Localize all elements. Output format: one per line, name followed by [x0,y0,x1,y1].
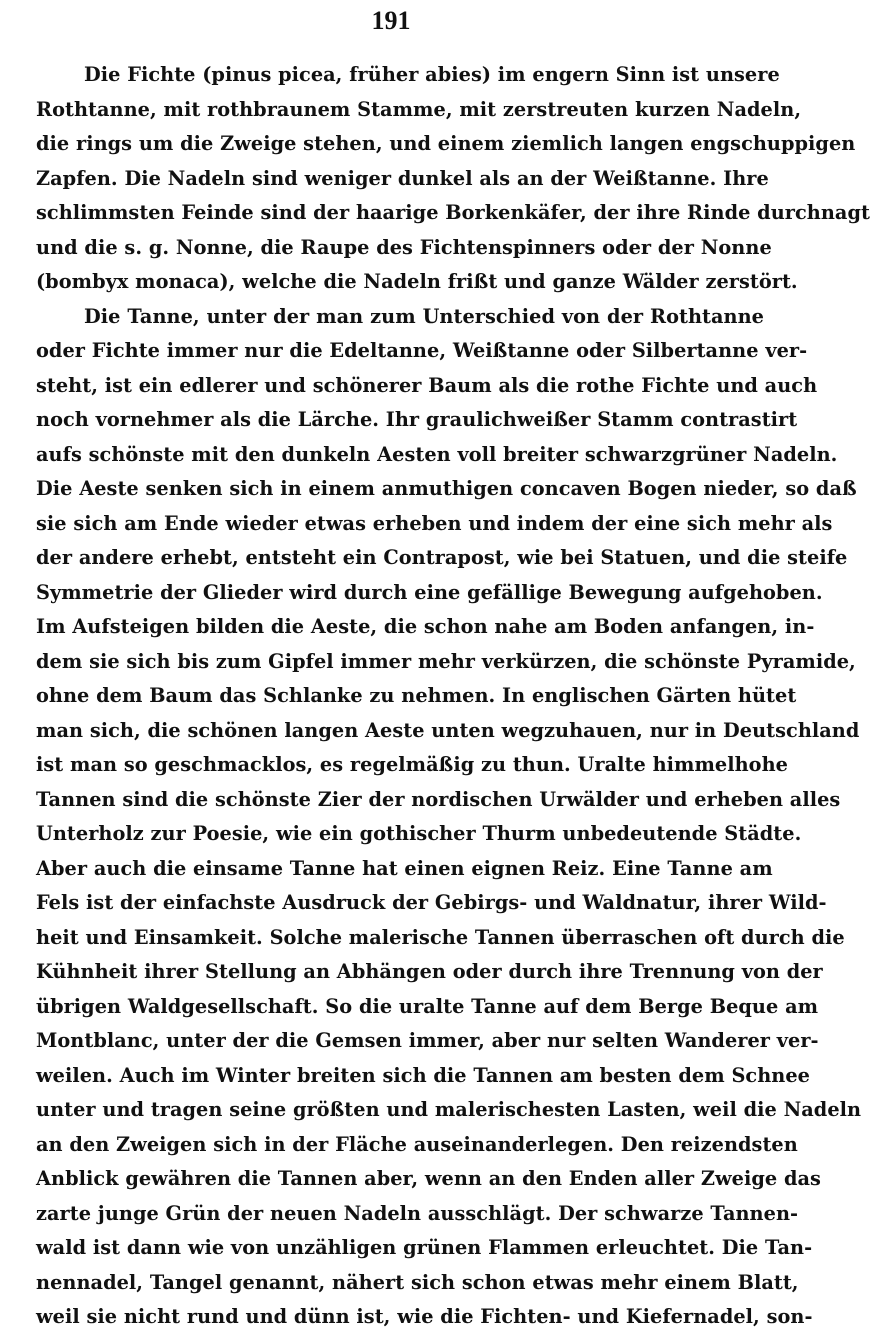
text-line: Kühnheit ihrer Stellung an Abhängen oder durch ihre Trennung von der [36,960,823,983]
text-line: ist man so geschmacklos, es regelmäßig zu thun. Uralte himmelhohe [36,753,788,776]
text-line: weilen. Auch im Winter breiten sich die Tannen am besten dem Schnee [36,1063,810,1087]
text-line: Die Fichte (pinus picea, früher abies) im engern Sinn ist unsere [84,63,780,86]
text-line: Unterholz zur Poesie, wie ein gothischer Thurm unbedeutende Städte. [36,822,802,845]
text-line: man sich, die schönen langen Aeste unten wegzuhauen, nur in Deutschland [36,718,860,742]
text-line: und die s. g. Nonne, die Raupe des Fichtenspinners oder der Nonne [36,235,772,259]
text-line: der andere erhebt, entsteht ein Contrapost, wie bei Statuen, und die steife [36,546,848,569]
text-line: Im Aufsteigen bilden die Aeste, die schon nahe am Boden anfangen, in- [36,615,815,638]
text-line: Tannen sind die schönste Zier der nordischen Urwälder und erheben alles [36,787,841,811]
text-line: (bombyx monaca), welche die Nadeln frißt und ganze Wälder zerstört. [36,270,798,293]
paragraph-tanne [36,300,862,1335]
paragraph-fichte [36,58,870,300]
text-line: schlimmsten Feinde sind der haarige Borkenkäfer, der ihre Rinde durchnagt [36,201,870,224]
text-line: heit und Einsamkeit. Solche malerische Tannen überraschen oft durch die [36,925,845,949]
text-line: Rothtanne, mit rothbraunem Stamme, mit zerstreuten kurzen Nadeln, [36,97,802,121]
text-line: an den Zweigen sich in der Fläche auseinanderlegen. Den reizendsten [36,1132,798,1156]
text-line: noch vornehmer als die Lärche. Ihr graulichweißer Stamm contrastirt [36,408,798,431]
text-line: zarte junge Grün der neuen Nadeln ausschlägt. Der schwarze Tannen- [36,1201,799,1225]
text-line: Die Aeste senken sich in einem anmuthigen concaven Bogen nieder, so daß [36,477,857,500]
text-line: wald ist dann wie von unzähligen grünen Flammen erleuchtet. Die Tan- [36,1236,813,1259]
text-line: Anblick gewähren die Tannen aber, wenn an den Enden aller Zweige das [36,1167,821,1190]
text-line: Montblanc, unter der die Gemsen immer, aber nur selten Wanderer ver- [36,1029,819,1052]
text-line: steht, ist ein edlerer und schönerer Baum als die rothe Fichte und auch [36,373,818,397]
text-line: unter und tragen seine größten und malerischesten Lasten, weil die Nadeln [36,1098,862,1121]
text-line: weil sie nicht rund und dünn ist, wie die Fichten- und Kiefernadel, son- [36,1305,813,1328]
text-line: Aber auch die einsame Tanne hat einen eignen Reiz. Eine Tanne am [36,856,773,880]
text-line: die rings um die Zweige stehen, und einem ziemlich langen engschuppigen [36,132,856,155]
text-line: dem sie sich bis zum Gipfel immer mehr verkürzen, die schönste Pyramide, [36,649,856,673]
text-line: übrigen Waldgesellschaft. So die uralte Tanne auf dem Berge Beque am [36,994,819,1018]
text-line: ohne dem Baum das Schlanke zu nehmen. In englischen Gärten hütet [36,684,797,707]
text-line: aufs schönste mit den dunkeln Aesten voll breiter schwarzgrüner Nadeln. [36,442,838,466]
body-text [36,58,870,1335]
text-line: Die Tanne, unter der man zum Unterschied von der Rothtanne [84,304,764,328]
text-line: Zapfen. Die Nadeln sind weniger dunkel als an der Weißtanne. Ihre [36,166,769,190]
text-line: sie sich am Ende wieder etwas erheben und indem der eine sich mehr als [36,511,833,535]
text-line: oder Fichte immer nur die Edeltanne, Weißtanne oder Silbertanne ver- [36,339,808,362]
page-number: 191 [371,6,411,35]
text-line: Symmetrie der Glieder wird durch eine gefällige Bewegung aufgehoben. [36,580,823,604]
text-line: Fels ist der einfachste Ausdruck der Gebirgs- und Waldnatur, ihrer Wild- [36,891,827,914]
text-line: nennadel, Tangel genannt, nähert sich schon etwas mehr einem Blatt, [36,1270,799,1294]
